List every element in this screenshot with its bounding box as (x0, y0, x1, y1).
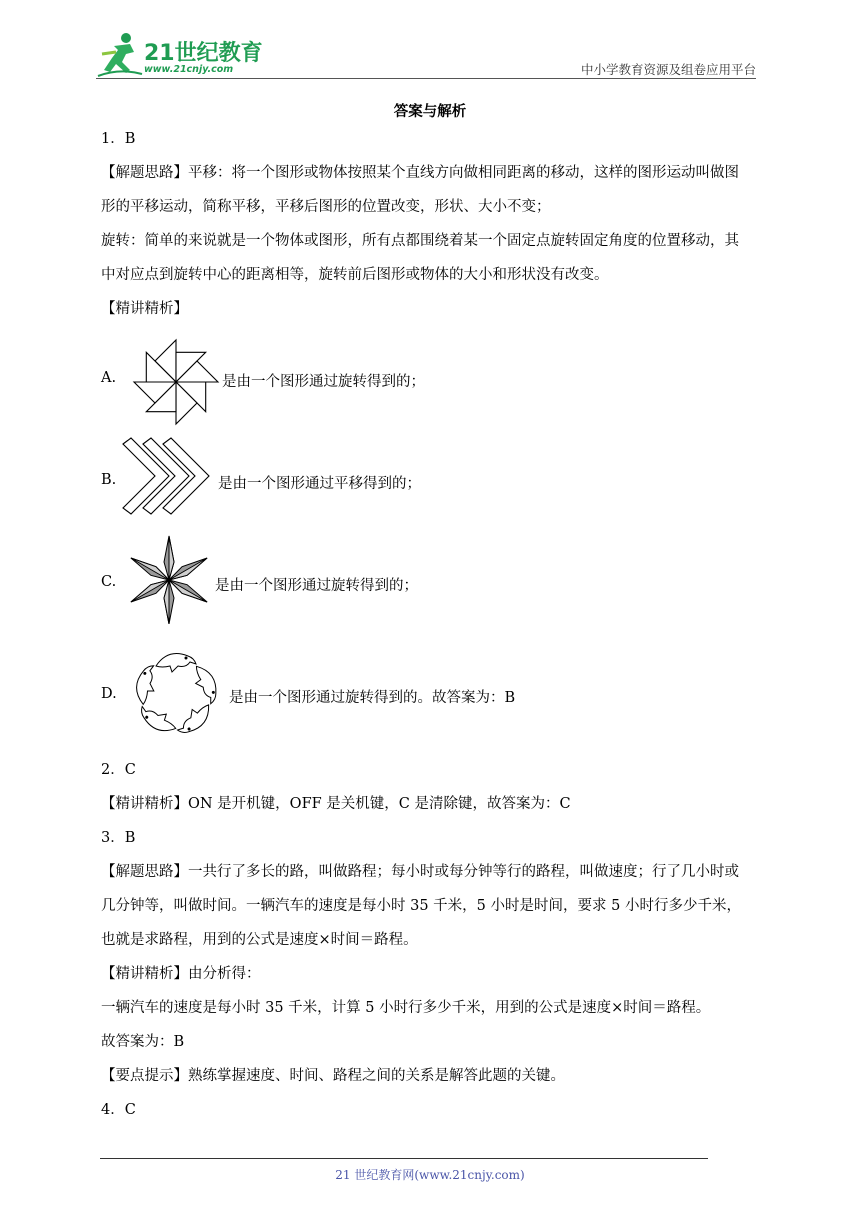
q1-answer: 1．B (101, 131, 136, 147)
option-b-letter: B. (101, 472, 117, 488)
q1-analysis-label: 【精讲精析】 (101, 301, 188, 317)
q2-analysis: 【精讲精析】ON 是开机键，OFF 是关机键，C 是清除键，故答案为：C (101, 796, 571, 812)
site-logo (96, 30, 266, 78)
q1-idea-line-3: 旋转：简单的来说就是一个物体或图形，所有点都围绕着某一个固定点旋转固定角度的位置移动，其 (101, 233, 739, 249)
page-title: 答案与解析 (393, 103, 467, 120)
option-c-letter: C. (101, 574, 117, 590)
star-figure (125, 534, 213, 624)
option-d-letter: D. (101, 686, 117, 702)
q4-answer: 4．C (101, 1102, 136, 1118)
q2-answer: 2．C (101, 762, 136, 778)
header-platform-text: 中小学教育资源及组卷应用平台 (580, 62, 756, 77)
logo-title: 21世纪教育 (144, 41, 263, 66)
q3-analysis-2: 一辆汽车的速度是每小时 35 千米，计算 5 小时行多少千米，用到的公式是速度×时间＝路程。 (101, 1000, 711, 1016)
runner-logo-icon (96, 30, 144, 78)
q1-idea-line-2: 形的平移运动，简称平移，平移后图形的位置改变，形状、大小不变； (101, 199, 551, 215)
q3-idea-line-1: 【解题思路】一共行了多长的路，叫做路程；每小时或每分钟等行的路程，叫做速度；行了几小时或 (101, 864, 739, 880)
q3-idea-line-3: 也就是求路程，用到的公式是速度×时间＝路程。 (101, 932, 418, 948)
q3-idea-line-2: 几分钟等，叫做时间。一辆汽车的速度是每小时 35 千米，5 小时是时间，要求 5 小时行多少千米， (101, 898, 741, 914)
option-d-text: 是由一个图形通过旋转得到的。故答案为：B (229, 690, 516, 706)
header-divider (96, 78, 756, 79)
option-a-letter: A. (101, 370, 117, 386)
page-footer: 21 世纪教育网(www.21cnjy.com) (335, 1168, 525, 1182)
pinwheel-figure (128, 336, 224, 428)
option-c-text: 是由一个图形通过旋转得到的； (215, 578, 418, 594)
chevrons-figure (121, 436, 221, 524)
footer-divider (100, 1158, 708, 1159)
page-header (96, 30, 756, 80)
q3-tip: 【要点提示】熟练掌握速度、时间、路程之间的关系是解答此题的关键。 (101, 1068, 565, 1084)
q1-idea-line-4: 中对应点到旋转中心的距离相等，旋转前后图形或物体的大小和形状没有改变。 (101, 267, 609, 283)
q1-idea-line-1: 【解题思路】平移：将一个图形或物体按照某个直线方向做相同距离的移动，这样的图形运动叫做图 (101, 165, 739, 181)
dolphins-figure (123, 642, 229, 746)
logo-url: www.21cnjy.com (144, 64, 234, 75)
option-b-text: 是由一个图形通过平移得到的； (218, 476, 421, 492)
q3-conclusion: 故答案为：B (101, 1034, 185, 1050)
q3-analysis: 【精讲精析】由分析得： (101, 966, 261, 982)
option-a-text: 是由一个图形通过旋转得到的； (222, 374, 425, 390)
q3-answer: 3．B (101, 830, 136, 846)
